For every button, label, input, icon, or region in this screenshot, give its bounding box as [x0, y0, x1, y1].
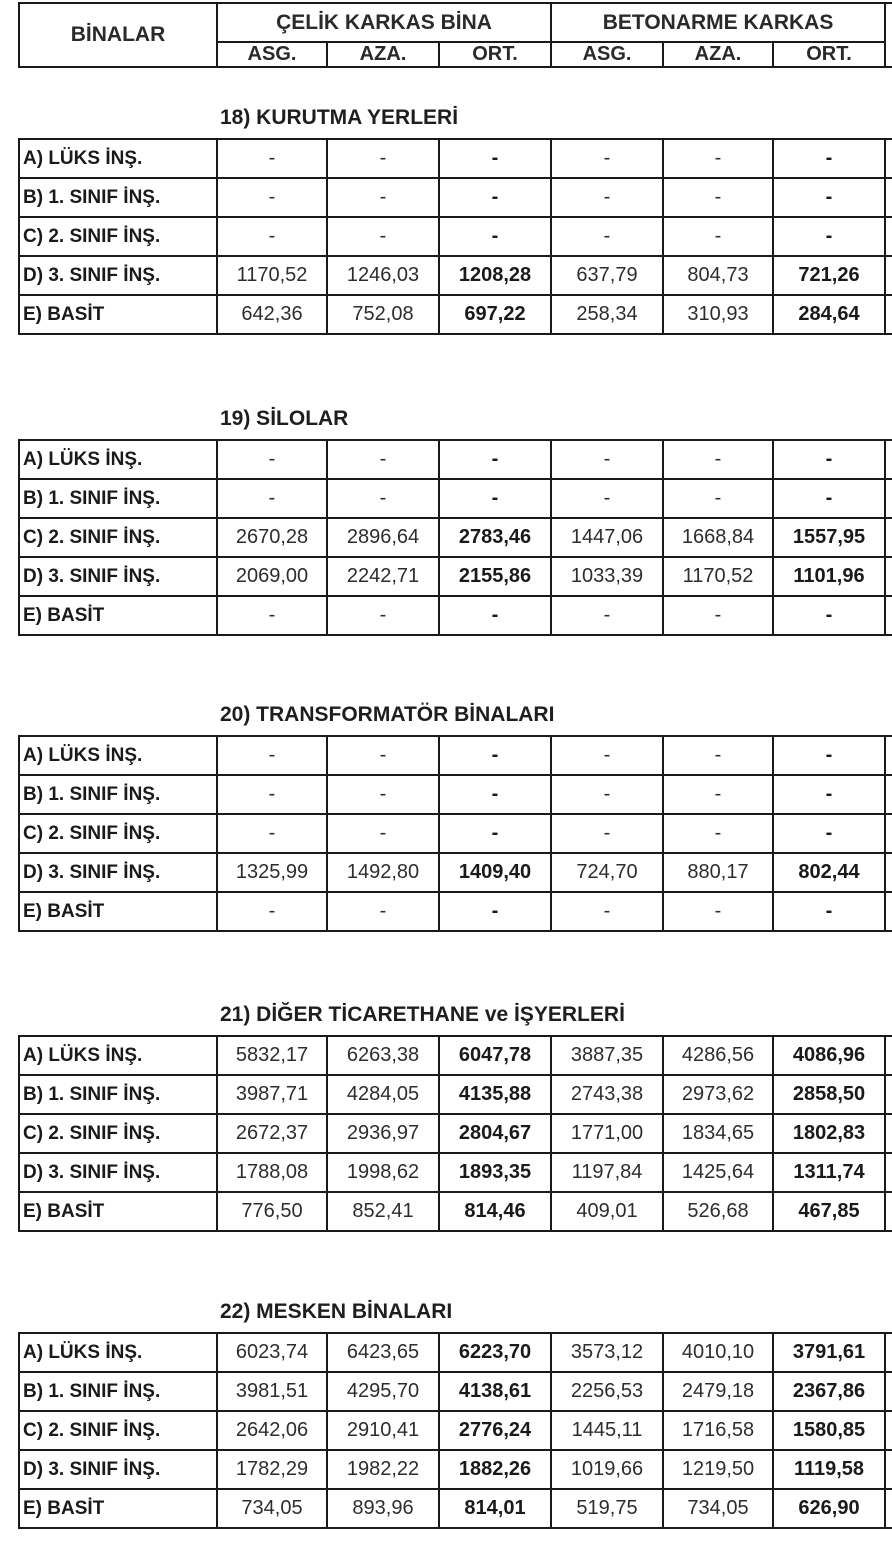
- value-cell: 2743,38: [551, 1075, 663, 1114]
- row-label: D) 3. SINIF İNŞ.: [19, 1450, 217, 1489]
- value-cell: -: [217, 596, 327, 635]
- row-label: A) LÜKS İNŞ.: [19, 1036, 217, 1075]
- table-row: [19, 1489, 892, 1528]
- cut-column-cell: [885, 1075, 892, 1114]
- header-subcol: ORT.: [439, 42, 551, 67]
- value-cell: 776,50: [217, 1192, 327, 1231]
- row-label: A) LÜKS İNŞ.: [19, 736, 217, 775]
- header-subcol: AZA.: [327, 42, 439, 67]
- value-cell: 814,46: [439, 1192, 551, 1231]
- value-cell: 1409,40: [439, 853, 551, 892]
- table-row: [19, 256, 892, 295]
- value-cell: 1311,74: [773, 1153, 885, 1192]
- section-table: [18, 1332, 892, 1529]
- value-cell: -: [773, 892, 885, 931]
- table-row: [19, 596, 892, 635]
- value-cell: 6423,65: [327, 1333, 439, 1372]
- value-cell: 284,64: [773, 295, 885, 334]
- value-cell: -: [217, 892, 327, 931]
- value-cell: -: [327, 178, 439, 217]
- cut-column-cell: [885, 440, 892, 479]
- row-label: D) 3. SINIF İNŞ.: [19, 1153, 217, 1192]
- value-cell: 409,01: [551, 1192, 663, 1231]
- row-label: C) 2. SINIF İNŞ.: [19, 1114, 217, 1153]
- value-cell: 1982,22: [327, 1450, 439, 1489]
- value-cell: 2479,18: [663, 1372, 773, 1411]
- value-cell: 814,01: [439, 1489, 551, 1528]
- value-cell: 526,68: [663, 1192, 773, 1231]
- section-title: 20) TRANSFORMATÖR BİNALARI: [220, 703, 555, 726]
- value-cell: -: [217, 440, 327, 479]
- value-cell: 310,93: [663, 295, 773, 334]
- value-cell: -: [327, 814, 439, 853]
- value-cell: -: [551, 440, 663, 479]
- cut-column-cell: [885, 1114, 892, 1153]
- value-cell: 6223,70: [439, 1333, 551, 1372]
- value-cell: -: [217, 814, 327, 853]
- value-cell: -: [663, 892, 773, 931]
- cut-column-cell: [885, 1489, 892, 1528]
- header-cut-column: [885, 3, 892, 67]
- value-cell: 852,41: [327, 1192, 439, 1231]
- value-cell: 1101,96: [773, 557, 885, 596]
- row-label: B) 1. SINIF İNŞ.: [19, 479, 217, 518]
- value-cell: 3791,61: [773, 1333, 885, 1372]
- value-cell: 258,34: [551, 295, 663, 334]
- cut-column-cell: [885, 295, 892, 334]
- value-cell: 467,85: [773, 1192, 885, 1231]
- cut-column-cell: [885, 256, 892, 295]
- cut-column-cell: [885, 853, 892, 892]
- row-label: A) LÜKS İNŞ.: [19, 139, 217, 178]
- value-cell: -: [773, 814, 885, 853]
- value-cell: 2672,37: [217, 1114, 327, 1153]
- value-cell: 804,73: [663, 256, 773, 295]
- value-cell: 2670,28: [217, 518, 327, 557]
- table-row: [19, 1411, 892, 1450]
- table-row: [19, 1114, 892, 1153]
- value-cell: 880,17: [663, 853, 773, 892]
- value-cell: 752,08: [327, 295, 439, 334]
- value-cell: 2910,41: [327, 1411, 439, 1450]
- value-cell: -: [773, 596, 885, 635]
- row-label: C) 2. SINIF İNŞ.: [19, 814, 217, 853]
- value-cell: -: [551, 736, 663, 775]
- table-row: [19, 1450, 892, 1489]
- value-cell: 1893,35: [439, 1153, 551, 1192]
- value-cell: -: [439, 178, 551, 217]
- value-cell: -: [551, 814, 663, 853]
- value-cell: -: [663, 440, 773, 479]
- value-cell: -: [551, 596, 663, 635]
- value-cell: -: [439, 775, 551, 814]
- table-row: [19, 178, 892, 217]
- value-cell: 1782,29: [217, 1450, 327, 1489]
- value-cell: 1716,58: [663, 1411, 773, 1450]
- value-cell: -: [217, 736, 327, 775]
- value-cell: 2069,00: [217, 557, 327, 596]
- section-title: 18) KURUTMA YERLERİ: [220, 106, 459, 129]
- value-cell: 721,26: [773, 256, 885, 295]
- value-cell: -: [327, 736, 439, 775]
- cut-column-cell: [885, 557, 892, 596]
- header-betonarme-karkas: BETONARME KARKAS: [551, 3, 885, 42]
- value-cell: -: [439, 596, 551, 635]
- value-cell: 1119,58: [773, 1450, 885, 1489]
- header-subcol: AZA.: [663, 42, 773, 67]
- table-row: [19, 557, 892, 596]
- value-cell: 1208,28: [439, 256, 551, 295]
- value-cell: 4138,61: [439, 1372, 551, 1411]
- value-cell: -: [773, 440, 885, 479]
- header-table: [18, 2, 892, 68]
- table-row: [19, 775, 892, 814]
- cut-column-cell: [885, 178, 892, 217]
- value-cell: -: [217, 479, 327, 518]
- value-cell: -: [439, 139, 551, 178]
- section-table: [18, 735, 892, 932]
- value-cell: -: [217, 775, 327, 814]
- value-cell: 1445,11: [551, 1411, 663, 1450]
- cut-column-cell: [885, 814, 892, 853]
- value-cell: 2256,53: [551, 1372, 663, 1411]
- value-cell: 1802,83: [773, 1114, 885, 1153]
- row-label: E) BASİT: [19, 1489, 217, 1528]
- value-cell: 1668,84: [663, 518, 773, 557]
- row-label: C) 2. SINIF İNŞ.: [19, 518, 217, 557]
- value-cell: 1447,06: [551, 518, 663, 557]
- row-label: C) 2. SINIF İNŞ.: [19, 1411, 217, 1450]
- value-cell: -: [551, 217, 663, 256]
- value-cell: 734,05: [663, 1489, 773, 1528]
- value-cell: 642,36: [217, 295, 327, 334]
- value-cell: 1019,66: [551, 1450, 663, 1489]
- value-cell: -: [663, 217, 773, 256]
- value-cell: -: [773, 479, 885, 518]
- table-row: [19, 440, 892, 479]
- value-cell: 802,44: [773, 853, 885, 892]
- value-cell: 2936,97: [327, 1114, 439, 1153]
- value-cell: 2367,86: [773, 1372, 885, 1411]
- value-cell: 626,90: [773, 1489, 885, 1528]
- header-subcol: ASG.: [551, 42, 663, 67]
- value-cell: 1219,50: [663, 1450, 773, 1489]
- value-cell: -: [327, 479, 439, 518]
- value-cell: 4010,10: [663, 1333, 773, 1372]
- header-binalar: BİNALAR: [19, 3, 217, 67]
- value-cell: -: [217, 178, 327, 217]
- value-cell: 6047,78: [439, 1036, 551, 1075]
- value-cell: -: [551, 178, 663, 217]
- value-cell: -: [439, 217, 551, 256]
- row-label: E) BASİT: [19, 596, 217, 635]
- cut-column-cell: [885, 892, 892, 931]
- row-label: B) 1. SINIF İNŞ.: [19, 1372, 217, 1411]
- value-cell: 4135,88: [439, 1075, 551, 1114]
- value-cell: -: [773, 217, 885, 256]
- value-cell: -: [439, 440, 551, 479]
- value-cell: -: [773, 139, 885, 178]
- cut-column-cell: [885, 736, 892, 775]
- table-row: [19, 217, 892, 256]
- header-celik-karkas: ÇELİK KARKAS BİNA: [217, 3, 551, 42]
- value-cell: -: [663, 596, 773, 635]
- value-cell: -: [551, 139, 663, 178]
- value-cell: -: [327, 775, 439, 814]
- value-cell: 1170,52: [663, 557, 773, 596]
- value-cell: 2973,62: [663, 1075, 773, 1114]
- value-cell: -: [663, 479, 773, 518]
- cut-column-cell: [885, 479, 892, 518]
- value-cell: -: [217, 217, 327, 256]
- value-cell: -: [773, 775, 885, 814]
- value-cell: 1425,64: [663, 1153, 773, 1192]
- table-row: [19, 736, 892, 775]
- value-cell: 893,96: [327, 1489, 439, 1528]
- value-cell: -: [773, 736, 885, 775]
- table-row: [19, 1192, 892, 1231]
- value-cell: 697,22: [439, 295, 551, 334]
- row-label: D) 3. SINIF İNŞ.: [19, 557, 217, 596]
- value-cell: 2804,67: [439, 1114, 551, 1153]
- value-cell: 2155,86: [439, 557, 551, 596]
- table-row: [19, 1372, 892, 1411]
- value-cell: -: [327, 440, 439, 479]
- value-cell: -: [663, 178, 773, 217]
- value-cell: 1834,65: [663, 1114, 773, 1153]
- row-label: B) 1. SINIF İNŞ.: [19, 1075, 217, 1114]
- value-cell: -: [327, 139, 439, 178]
- row-label: A) LÜKS İNŞ.: [19, 440, 217, 479]
- row-label: E) BASİT: [19, 892, 217, 931]
- value-cell: 1325,99: [217, 853, 327, 892]
- value-cell: 1033,39: [551, 557, 663, 596]
- value-cell: -: [439, 736, 551, 775]
- value-cell: -: [327, 217, 439, 256]
- value-cell: 637,79: [551, 256, 663, 295]
- value-cell: -: [217, 139, 327, 178]
- row-label: A) LÜKS İNŞ.: [19, 1333, 217, 1372]
- value-cell: 2776,24: [439, 1411, 551, 1450]
- cut-column-cell: [885, 1411, 892, 1450]
- section-table: [18, 439, 892, 636]
- row-label: D) 3. SINIF İNŞ.: [19, 256, 217, 295]
- cut-column-cell: [885, 518, 892, 557]
- value-cell: 5832,17: [217, 1036, 327, 1075]
- table-row: [19, 892, 892, 931]
- table-row: [19, 479, 892, 518]
- section-table: [18, 138, 892, 335]
- value-cell: 1197,84: [551, 1153, 663, 1192]
- value-cell: 4295,70: [327, 1372, 439, 1411]
- value-cell: 4286,56: [663, 1036, 773, 1075]
- value-cell: 4284,05: [327, 1075, 439, 1114]
- table-row: [19, 139, 892, 178]
- value-cell: -: [439, 892, 551, 931]
- value-cell: 724,70: [551, 853, 663, 892]
- value-cell: 2242,71: [327, 557, 439, 596]
- cut-column-cell: [885, 1333, 892, 1372]
- section-title: 22) MESKEN BİNALARI: [220, 1300, 453, 1323]
- row-label: C) 2. SINIF İNŞ.: [19, 217, 217, 256]
- cut-column-cell: [885, 775, 892, 814]
- value-cell: 3887,35: [551, 1036, 663, 1075]
- section-title: 19) SİLOLAR: [220, 407, 349, 430]
- cut-column-cell: [885, 217, 892, 256]
- value-cell: -: [551, 775, 663, 814]
- value-cell: 1882,26: [439, 1450, 551, 1489]
- value-cell: 6263,38: [327, 1036, 439, 1075]
- row-label: D) 3. SINIF İNŞ.: [19, 853, 217, 892]
- cut-column-cell: [885, 1192, 892, 1231]
- cut-column-cell: [885, 1036, 892, 1075]
- table-row: [19, 295, 892, 334]
- value-cell: 3573,12: [551, 1333, 663, 1372]
- table-row: [19, 1333, 892, 1372]
- cut-column-cell: [885, 1450, 892, 1489]
- row-label: B) 1. SINIF İNŞ.: [19, 178, 217, 217]
- cut-column-cell: [885, 596, 892, 635]
- value-cell: 734,05: [217, 1489, 327, 1528]
- value-cell: 2896,64: [327, 518, 439, 557]
- table-row: [19, 814, 892, 853]
- row-label: B) 1. SINIF İNŞ.: [19, 775, 217, 814]
- value-cell: 1998,62: [327, 1153, 439, 1192]
- row-label: E) BASİT: [19, 295, 217, 334]
- row-label: E) BASİT: [19, 1192, 217, 1231]
- value-cell: -: [663, 139, 773, 178]
- value-cell: -: [663, 775, 773, 814]
- value-cell: -: [551, 479, 663, 518]
- value-cell: -: [551, 892, 663, 931]
- table-row: [19, 1075, 892, 1114]
- value-cell: 1492,80: [327, 853, 439, 892]
- value-cell: 1771,00: [551, 1114, 663, 1153]
- value-cell: 1788,08: [217, 1153, 327, 1192]
- value-cell: 519,75: [551, 1489, 663, 1528]
- cut-column-cell: [885, 139, 892, 178]
- value-cell: -: [439, 814, 551, 853]
- value-cell: 1580,85: [773, 1411, 885, 1450]
- table-row: [19, 1153, 892, 1192]
- cut-column-cell: [885, 1372, 892, 1411]
- value-cell: -: [663, 814, 773, 853]
- value-cell: 2783,46: [439, 518, 551, 557]
- value-cell: 2858,50: [773, 1075, 885, 1114]
- header-subcol: ORT.: [773, 42, 885, 67]
- section-table: [18, 1035, 892, 1232]
- value-cell: 3987,71: [217, 1075, 327, 1114]
- value-cell: -: [439, 479, 551, 518]
- table-row: [19, 518, 892, 557]
- cut-column-cell: [885, 1153, 892, 1192]
- value-cell: 4086,96: [773, 1036, 885, 1075]
- value-cell: -: [327, 596, 439, 635]
- header-subcol: ASG.: [217, 42, 327, 67]
- table-row: [19, 1036, 892, 1075]
- section-title: 21) DİĞER TİCARETHANE ve İŞYERLERİ: [220, 1003, 625, 1026]
- value-cell: 3981,51: [217, 1372, 327, 1411]
- value-cell: 6023,74: [217, 1333, 327, 1372]
- value-cell: -: [773, 178, 885, 217]
- value-cell: -: [327, 892, 439, 931]
- value-cell: 2642,06: [217, 1411, 327, 1450]
- value-cell: 1246,03: [327, 256, 439, 295]
- value-cell: 1557,95: [773, 518, 885, 557]
- value-cell: -: [663, 736, 773, 775]
- value-cell: 1170,52: [217, 256, 327, 295]
- table-row: [19, 853, 892, 892]
